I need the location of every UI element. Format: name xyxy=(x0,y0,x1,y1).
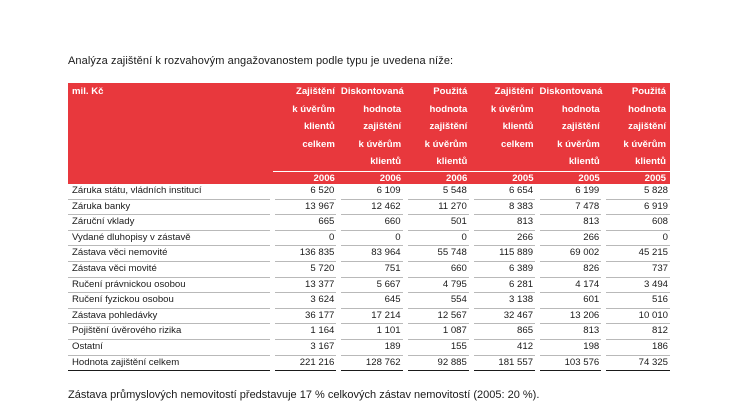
column-header-line: hodnota xyxy=(628,103,666,115)
cell-value: 5 667 xyxy=(339,277,405,293)
cell-value: 10 010 xyxy=(604,308,670,324)
column-header-line: klientů xyxy=(568,156,600,168)
row-label: Zástava věci nemovité xyxy=(68,246,273,262)
cell-value: 13 967 xyxy=(273,199,339,215)
column-header-line: Diskontovaná xyxy=(539,86,603,97)
table-row xyxy=(68,277,670,293)
cell-value: 4 174 xyxy=(538,277,604,293)
cell-value: 0 xyxy=(273,230,339,246)
unit-header: mil. Kč xyxy=(68,83,273,171)
column-header-line: Diskontovaná xyxy=(340,86,404,97)
column-year: 2005 xyxy=(471,171,537,184)
unit-header-spacer xyxy=(68,171,273,184)
column-header-line: klientů xyxy=(370,156,402,168)
row-label: Ručení fyzickou osobou xyxy=(68,293,273,309)
cell-value: 501 xyxy=(405,215,471,231)
cell-value: 660 xyxy=(405,261,471,277)
cell-value: 12 567 xyxy=(405,308,471,324)
cell-value: 5 548 xyxy=(405,184,471,199)
column-header-line: hodnota xyxy=(429,103,468,115)
table-row xyxy=(68,261,670,277)
column-header xyxy=(405,83,471,171)
column-header xyxy=(538,83,604,171)
cell-value: 1 087 xyxy=(405,324,471,340)
cell-value: 55 748 xyxy=(405,246,471,262)
row-label: Záruka banky xyxy=(68,199,273,215)
row-label: Ostatní xyxy=(68,339,273,355)
cell-value: 6 919 xyxy=(604,199,670,215)
cell-value: 3 624 xyxy=(273,293,339,309)
cell-value: 181 557 xyxy=(471,355,537,371)
column-header-line: zajištění xyxy=(628,121,666,133)
column-header-line: k úvěrům xyxy=(292,103,335,115)
column-header-line: celkem xyxy=(501,138,534,150)
column-header-line: Použitá xyxy=(631,86,666,97)
column-header-line: zajištění xyxy=(363,121,402,133)
column-year: 2006 xyxy=(405,171,471,184)
column-header-line: Použitá xyxy=(433,86,468,97)
table-row xyxy=(68,293,670,309)
column-header-line: klientů xyxy=(502,121,534,133)
cell-value: 128 762 xyxy=(339,355,405,371)
column-year: 2006 xyxy=(273,171,339,184)
cell-value: 3 138 xyxy=(471,293,537,309)
cell-value: 5 828 xyxy=(604,184,670,199)
column-header-line: klientů xyxy=(436,156,468,168)
cell-value: 83 964 xyxy=(339,246,405,262)
cell-value: 6 654 xyxy=(471,184,537,199)
cell-value: 516 xyxy=(604,293,670,309)
cell-value: 7 478 xyxy=(538,199,604,215)
row-label: Zástava pohledávky xyxy=(68,308,273,324)
column-header-line: hodnota xyxy=(363,103,402,115)
cell-value: 813 xyxy=(538,215,604,231)
cell-value: 813 xyxy=(471,215,537,231)
column-year: 2006 xyxy=(339,171,405,184)
cell-value: 665 xyxy=(273,215,339,231)
cell-value: 412 xyxy=(471,339,537,355)
cell-value: 6 281 xyxy=(471,277,537,293)
row-label: Hodnota zajištění celkem xyxy=(68,355,273,371)
cell-value: 5 720 xyxy=(273,261,339,277)
row-label: Pojištění úvěrového rizika xyxy=(68,324,273,340)
cell-value: 6 389 xyxy=(471,261,537,277)
cell-value: 266 xyxy=(538,230,604,246)
cell-value: 813 xyxy=(538,324,604,340)
cell-value: 13 377 xyxy=(273,277,339,293)
cell-value: 198 xyxy=(538,339,604,355)
row-label: Zástava věci movité xyxy=(68,261,273,277)
table-header xyxy=(68,83,670,184)
cell-value: 32 467 xyxy=(471,308,537,324)
table-row xyxy=(68,199,670,215)
cell-value: 11 270 xyxy=(405,199,471,215)
row-label: Vydané dluhopisy v zástavě xyxy=(68,230,273,246)
column-header-line: klientů xyxy=(635,156,666,168)
table-row xyxy=(68,308,670,324)
total-row xyxy=(68,355,670,371)
cell-value: 115 889 xyxy=(471,246,537,262)
column-header-line: k úvěrům xyxy=(490,103,534,115)
column-header xyxy=(471,83,537,171)
column-header-line: Zajištění xyxy=(494,86,534,97)
cell-value: 601 xyxy=(538,293,604,309)
cell-value: 12 462 xyxy=(339,199,405,215)
cell-value: 69 002 xyxy=(538,246,604,262)
cell-value: 0 xyxy=(405,230,471,246)
cell-value: 1 164 xyxy=(273,324,339,340)
column-header-line: zajištění xyxy=(429,121,468,133)
column-header-line: zajištění xyxy=(561,121,600,133)
cell-value: 1 101 xyxy=(339,324,405,340)
table-row xyxy=(68,324,670,340)
cell-value: 155 xyxy=(405,339,471,355)
column-header-line: k úvěrům xyxy=(557,138,600,150)
cell-value: 221 216 xyxy=(273,355,339,371)
column-year: 2005 xyxy=(604,171,670,184)
cell-value: 4 795 xyxy=(405,277,471,293)
table-row xyxy=(68,230,670,246)
column-header-line: hodnota xyxy=(561,103,600,115)
cell-value: 3 494 xyxy=(604,277,670,293)
cell-value: 103 576 xyxy=(538,355,604,371)
column-header-line: k úvěrům xyxy=(358,138,402,150)
column-header xyxy=(273,83,339,171)
column-header xyxy=(604,83,670,171)
cell-value: 751 xyxy=(339,261,405,277)
table-row xyxy=(68,184,670,199)
row-label: Ručení právnickou osobou xyxy=(68,277,273,293)
collateral-table xyxy=(68,83,670,371)
column-header-line: k úvěrům xyxy=(424,138,468,150)
table-body xyxy=(68,184,670,371)
cell-value: 136 835 xyxy=(273,246,339,262)
cell-value: 3 167 xyxy=(273,339,339,355)
cell-value: 826 xyxy=(538,261,604,277)
cell-value: 812 xyxy=(604,324,670,340)
row-label: Záruční vklady xyxy=(68,215,273,231)
column-year: 2005 xyxy=(538,171,604,184)
cell-value: 17 214 xyxy=(339,308,405,324)
cell-value: 13 206 xyxy=(538,308,604,324)
column-header xyxy=(339,83,405,171)
cell-value: 660 xyxy=(339,215,405,231)
cell-value: 45 215 xyxy=(604,246,670,262)
cell-value: 6 199 xyxy=(538,184,604,199)
table-row xyxy=(68,339,670,355)
table-row xyxy=(68,215,670,231)
row-label: Záruka státu, vládních institucí xyxy=(68,184,273,199)
cell-value: 6 520 xyxy=(273,184,339,199)
cell-value: 74 325 xyxy=(604,355,670,371)
cell-value: 36 177 xyxy=(273,308,339,324)
cell-value: 186 xyxy=(604,339,670,355)
intro-text: Analýza zajištění k rozvahovým angažovanostem podle typu je uvedena níže: xyxy=(68,55,454,67)
cell-value: 189 xyxy=(339,339,405,355)
table-row xyxy=(68,246,670,262)
column-header-line: Zajištění xyxy=(295,86,335,97)
footnote: Zástava průmyslových nemovitostí představuje 17 % celkových zástav nemovitostí (2005: 20 %). xyxy=(68,389,540,401)
column-header-line: celkem xyxy=(302,138,335,150)
cell-value: 0 xyxy=(604,230,670,246)
cell-value: 865 xyxy=(471,324,537,340)
cell-value: 266 xyxy=(471,230,537,246)
cell-value: 8 383 xyxy=(471,199,537,215)
cell-value: 645 xyxy=(339,293,405,309)
cell-value: 92 885 xyxy=(405,355,471,371)
cell-value: 554 xyxy=(405,293,471,309)
column-header-line: k úvěrům xyxy=(623,138,666,150)
cell-value: 608 xyxy=(604,215,670,231)
column-header-line: klientů xyxy=(303,121,335,133)
cell-value: 0 xyxy=(339,230,405,246)
cell-value: 737 xyxy=(604,261,670,277)
cell-value: 6 109 xyxy=(339,184,405,199)
